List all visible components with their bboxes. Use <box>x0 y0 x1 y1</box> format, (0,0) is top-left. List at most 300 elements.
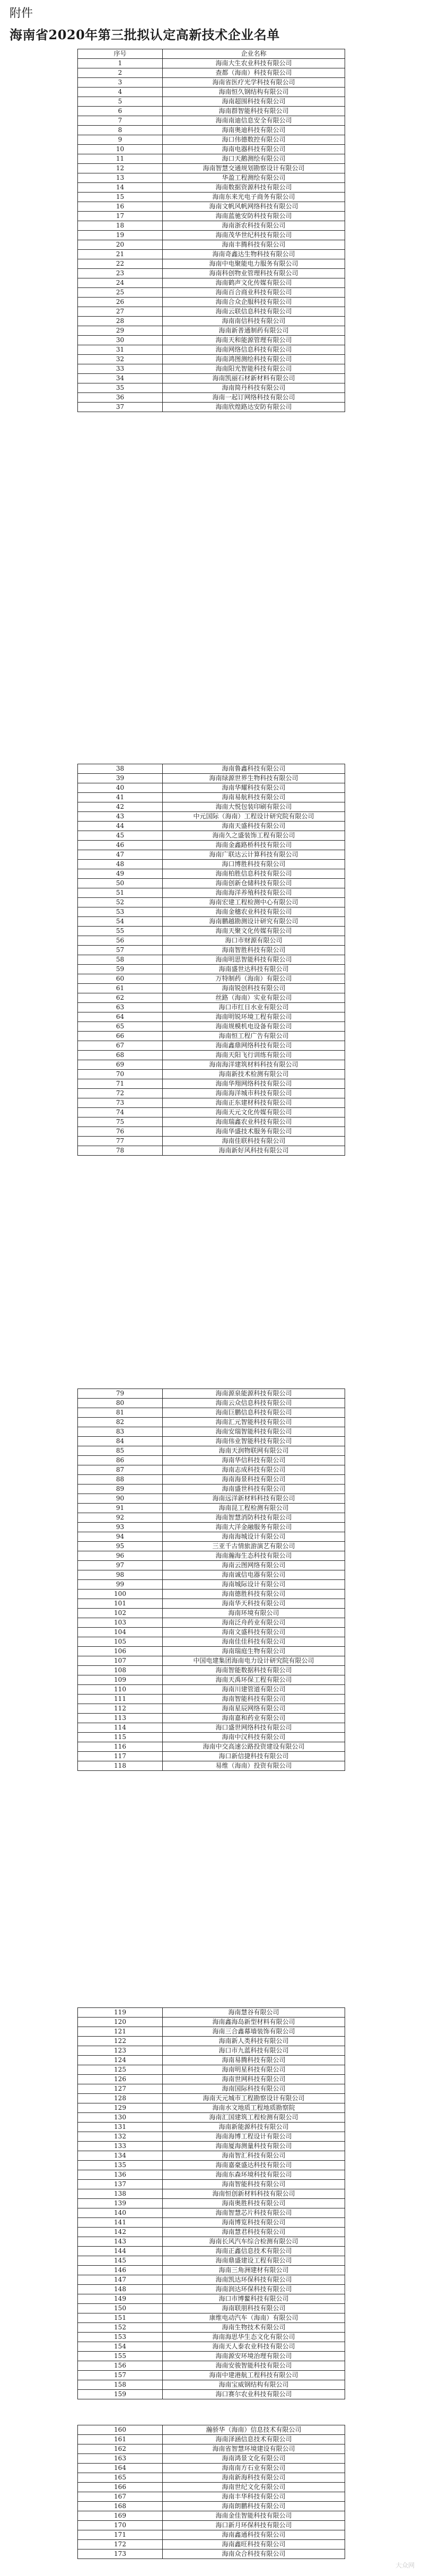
row-index: 149 <box>78 2294 163 2304</box>
company-name: 海南奇鑫达生物科技有限公司 <box>163 250 345 259</box>
table-row <box>78 2151 345 2161</box>
table-row <box>78 1137 345 1146</box>
table-row <box>78 1108 345 1117</box>
company-name: 瀚骄华（海南）信息技术有限公司 <box>163 2425 345 2435</box>
row-index: 127 <box>78 2084 163 2094</box>
row-index: 171 <box>78 2530 163 2540</box>
row-index: 167 <box>78 2492 163 2502</box>
company-name: 海南智慧芯片科技有限公司 <box>163 2208 345 2218</box>
table-row <box>78 135 345 145</box>
row-index: 93 <box>78 1523 163 1532</box>
company-name: 海口市博鳌科技有限公司 <box>163 2294 345 2304</box>
table-row <box>78 974 345 984</box>
row-index: 94 <box>78 1532 163 1542</box>
company-name: 海南易腾科技有限公司 <box>163 2056 345 2065</box>
table-row <box>78 116 345 126</box>
table-row <box>78 2208 345 2218</box>
company-name: 海南慧谷有限公司 <box>163 2008 345 2018</box>
row-index: 122 <box>78 2037 163 2046</box>
company-name: 海南凯丽石材新材料有限公司 <box>163 374 345 383</box>
table-row <box>78 1628 345 1637</box>
table-row <box>78 2549 345 2559</box>
table-row <box>78 1609 345 1618</box>
row-index: 11 <box>78 154 163 164</box>
row-index: 15 <box>78 193 163 202</box>
company-name: 海南三角洲建材有限公司 <box>163 2266 345 2275</box>
table-row <box>78 278 345 288</box>
row-index: 102 <box>78 1609 163 1618</box>
row-index: 109 <box>78 1675 163 1685</box>
table-row <box>78 822 345 831</box>
table-row <box>78 307 345 317</box>
table-row <box>78 355 345 364</box>
table-row <box>78 231 345 240</box>
company-name: 海南天润物联网有限公司 <box>163 1446 345 1456</box>
table-row <box>78 1060 345 1070</box>
table-row <box>78 2018 345 2027</box>
row-index: 143 <box>78 2237 163 2247</box>
table-row <box>78 2094 345 2103</box>
company-name: 海南城际设计有限公司 <box>163 1580 345 1590</box>
company-name: 海南中交高速公路投资建设有限公司 <box>163 1742 345 1752</box>
row-index: 51 <box>78 888 163 898</box>
company-name: 海南博览科技有限公司 <box>163 2218 345 2228</box>
company-name: 海南奥胜科技有限公司 <box>163 2199 345 2208</box>
row-index: 25 <box>78 288 163 298</box>
table-row <box>78 2180 345 2189</box>
company-name: 海南远洋新材料科技有限公司 <box>163 1494 345 1504</box>
company-name: 海南数据资源科技有限公司 <box>163 183 345 193</box>
row-index: 23 <box>78 269 163 278</box>
row-index: 172 <box>78 2540 163 2549</box>
company-name: 海南南方石业有限公司 <box>163 2464 345 2473</box>
company-name: 海南电器科技有限公司 <box>163 145 345 154</box>
company-name: 海南伟业智能科技有限公司 <box>163 1437 345 1446</box>
company-name: 海南茂华世纪科技有限公司 <box>163 231 345 240</box>
company-name: 海南瑞鑫农业科技有限公司 <box>163 1117 345 1127</box>
company-name: 海南世网科技有限公司 <box>163 2075 345 2084</box>
row-index: 135 <box>78 2161 163 2170</box>
row-index: 73 <box>78 1098 163 1108</box>
row-index: 34 <box>78 374 163 383</box>
company-name: 海南汇国建筑工程检测有限公司 <box>163 2113 345 2123</box>
table-row <box>78 2161 345 2170</box>
company-name: 海南文帆风帆网络科技有限公司 <box>163 202 345 212</box>
table-row <box>78 2123 345 2132</box>
row-index: 121 <box>78 2027 163 2037</box>
company-name: 海南广联达云计算科技有限公司 <box>163 850 345 860</box>
table-row <box>78 1494 345 1504</box>
company-name: 查都（海南）科技有限公司 <box>163 68 345 78</box>
table-row <box>78 2075 345 2084</box>
row-index: 139 <box>78 2199 163 2208</box>
company-name: 海南世纪文化有限公司 <box>163 2483 345 2492</box>
company-name: 海口博胜科技有限公司 <box>163 860 345 869</box>
company-name: 海南智汇科技有限公司 <box>163 2151 345 2161</box>
table-row <box>78 1590 345 1599</box>
table-row <box>78 831 345 841</box>
row-index: 10 <box>78 145 163 154</box>
row-index: 3 <box>78 78 163 88</box>
table-row <box>78 1399 345 1408</box>
company-name: 海南鹤声文化传媒有限公司 <box>163 278 345 288</box>
row-index: 79 <box>78 1389 163 1399</box>
company-name: 海南南信科技有限公司 <box>163 317 345 326</box>
table-row <box>78 2352 345 2361</box>
company-name: 海南超围科技有限公司 <box>163 97 345 107</box>
row-index: 115 <box>78 1733 163 1742</box>
table-row <box>78 2390 345 2399</box>
table-row <box>78 774 345 783</box>
row-index: 58 <box>78 955 163 965</box>
row-index: 60 <box>78 974 163 984</box>
row-index: 46 <box>78 841 163 850</box>
company-name: 海南盛世科技有限公司 <box>163 1485 345 1494</box>
row-index: 144 <box>78 2247 163 2256</box>
row-index: 61 <box>78 984 163 993</box>
table-row <box>78 1456 345 1465</box>
company-name: 海南恒创新材料科技有限公司 <box>163 2189 345 2199</box>
row-index: 50 <box>78 879 163 888</box>
row-index: 9 <box>78 135 163 145</box>
table-row <box>78 993 345 1003</box>
table-row <box>78 1647 345 1656</box>
row-index: 145 <box>78 2256 163 2266</box>
table-row <box>78 345 345 355</box>
table-row <box>78 946 345 955</box>
company-name: 海南新好风科技有限公司 <box>163 1146 345 1156</box>
table-row <box>78 2046 345 2056</box>
company-name: 海南新能源科技有限公司 <box>163 2123 345 2132</box>
company-name: 海南源泉能源科技有限公司 <box>163 1389 345 1399</box>
row-index: 74 <box>78 1108 163 1117</box>
company-name: 海南文盛科技有限公司 <box>163 1628 345 1637</box>
table-row <box>78 1761 345 1771</box>
company-name: 海南奥迪科技有限公司 <box>163 126 345 135</box>
row-index: 38 <box>78 764 163 774</box>
row-index: 137 <box>78 2180 163 2189</box>
table-row <box>78 1656 345 1666</box>
table-row <box>78 2425 345 2435</box>
row-index: 37 <box>78 403 163 412</box>
table-row <box>78 183 345 193</box>
company-table-section <box>77 2007 345 2399</box>
company-name: 海南慧君科技有限公司 <box>163 2228 345 2237</box>
company-name: 海南浙农科技有限公司 <box>163 221 345 231</box>
company-name: 海南鑫通科技有限公司 <box>163 2530 345 2540</box>
company-name: 海南海洋建筑材料科技有限公司 <box>163 1060 345 1070</box>
company-name: 海南一起订网络科技有限公司 <box>163 393 345 403</box>
company-name: 海南众合科技有限公司 <box>163 2549 345 2559</box>
table-row <box>78 2247 345 2256</box>
company-name: 海南金鑫路桥科技有限公司 <box>163 841 345 850</box>
table-row <box>78 1752 345 1761</box>
row-index: 162 <box>78 2444 163 2454</box>
company-name: 海南安瑞智能科技有限公司 <box>163 1427 345 1437</box>
row-index: 138 <box>78 2189 163 2199</box>
table-row <box>78 317 345 326</box>
table-row <box>78 2132 345 2142</box>
row-index: 84 <box>78 1437 163 1446</box>
company-name: 海南省医疗光学科技有限公司 <box>163 78 345 88</box>
table-row <box>78 336 345 345</box>
company-name: 海南海城设计有限公司 <box>163 1532 345 1542</box>
row-index: 35 <box>78 383 163 393</box>
table-row <box>78 2492 345 2502</box>
row-index: 12 <box>78 164 163 173</box>
company-name: 海南云联信息科技有限公司 <box>163 307 345 317</box>
company-name: 海南大生农业科技有限公司 <box>163 59 345 68</box>
row-index: 163 <box>78 2454 163 2464</box>
company-name: 海南海博工程设计有限公司 <box>163 2132 345 2142</box>
table-row <box>78 1742 345 1752</box>
table-row <box>78 2464 345 2473</box>
company-name: 海南联朋科技有限公司 <box>163 2304 345 2313</box>
company-name: 海南天阳飞行训练有限公司 <box>163 1051 345 1060</box>
header-index: 序号 <box>78 49 163 59</box>
company-name: 海南鑫旺科技有限公司 <box>163 2540 345 2549</box>
table-row <box>78 1003 345 1012</box>
table-row <box>78 802 345 812</box>
company-name: 海南华盛技术服务有限公司 <box>163 1127 345 1137</box>
company-name: 海南大悦包装印刷有限公司 <box>163 802 345 812</box>
company-name: 海南天元文化传媒有限公司 <box>163 1108 345 1117</box>
table-row <box>78 1427 345 1437</box>
row-index: 30 <box>78 336 163 345</box>
row-index: 169 <box>78 2511 163 2521</box>
company-name: 万特制药（海南）有限公司 <box>163 974 345 984</box>
company-name: 海南盛世达科技有限公司 <box>163 965 345 974</box>
company-name: 海南巨鹏信息科技有限公司 <box>163 1408 345 1418</box>
company-name: 海南丰华科技有限公司 <box>163 2492 345 2502</box>
row-index: 165 <box>78 2473 163 2483</box>
company-name: 海南鸿图测绘科技有限公司 <box>163 355 345 364</box>
row-index: 119 <box>78 2008 163 2018</box>
table-row <box>78 1523 345 1532</box>
company-name: 康维电动汽车（海南）有限公司 <box>163 2313 345 2323</box>
company-name: 海南智能数据科技有限公司 <box>163 1666 345 1675</box>
row-index: 33 <box>78 364 163 374</box>
table-row <box>78 2323 345 2333</box>
row-index: 71 <box>78 1079 163 1089</box>
company-name: 海南南迪信息安全有限公司 <box>163 116 345 126</box>
table-row <box>78 164 345 173</box>
table-row <box>78 1465 345 1475</box>
company-name: 海南天盛科技有限公司 <box>163 822 345 831</box>
company-name: 海南阳光智能科技有限公司 <box>163 364 345 374</box>
row-index: 40 <box>78 783 163 793</box>
row-index: 18 <box>78 221 163 231</box>
table-row <box>78 2380 345 2390</box>
company-name: 海南德胜科技有限公司 <box>163 1590 345 1599</box>
table-row <box>78 374 345 383</box>
row-index: 156 <box>78 2361 163 2371</box>
company-name: 海南东来光电子商务有限公司 <box>163 193 345 202</box>
row-index: 7 <box>78 116 163 126</box>
company-name: 海南智能科技有限公司 <box>163 2180 345 2189</box>
row-index: 142 <box>78 2228 163 2237</box>
row-index: 103 <box>78 1618 163 1628</box>
row-index: 70 <box>78 1070 163 1079</box>
row-index: 55 <box>78 927 163 936</box>
row-index: 97 <box>78 1561 163 1570</box>
company-name: 海南佳佳科技有限公司 <box>163 1637 345 1647</box>
company-name: 海南志成科技有限公司 <box>163 1465 345 1475</box>
table-row <box>78 927 345 936</box>
row-index: 124 <box>78 2056 163 2065</box>
company-name: 海南海洋养殖科技有限公司 <box>163 888 345 898</box>
company-name: 海南瀚海生态科技有限公司 <box>163 1551 345 1561</box>
table-row <box>78 1032 345 1041</box>
table-row <box>78 193 345 202</box>
row-index: 96 <box>78 1551 163 1561</box>
row-index: 20 <box>78 240 163 250</box>
row-index: 130 <box>78 2113 163 2123</box>
company-name: 海南东森环境科技有限公司 <box>163 2170 345 2180</box>
row-index: 28 <box>78 317 163 326</box>
table-row <box>78 1666 345 1675</box>
row-index: 114 <box>78 1723 163 1733</box>
company-name: 海南智能科技有限公司 <box>163 1695 345 1704</box>
row-index: 146 <box>78 2266 163 2275</box>
table-row <box>78 1475 345 1485</box>
company-name: 海南川建管道有限公司 <box>163 1685 345 1695</box>
company-name: 海口赛尔农业科技有限公司 <box>163 2390 345 2399</box>
table-row <box>78 1561 345 1570</box>
table-row <box>78 1012 345 1022</box>
table-row <box>78 1437 345 1446</box>
row-index: 134 <box>78 2151 163 2161</box>
row-index: 6 <box>78 107 163 116</box>
table-row <box>78 1022 345 1032</box>
row-index: 133 <box>78 2142 163 2151</box>
table-row <box>78 1079 345 1089</box>
row-index: 129 <box>78 2103 163 2113</box>
row-index: 68 <box>78 1051 163 1060</box>
company-table-section <box>77 1389 345 1771</box>
row-index: 92 <box>78 1513 163 1523</box>
company-name: 海口市财源有限公司 <box>163 936 345 946</box>
table-row <box>78 965 345 974</box>
company-name: 海南新普通制药有限公司 <box>163 326 345 336</box>
table-row <box>78 2170 345 2180</box>
company-name: 海南厦海测量科技有限公司 <box>163 2142 345 2151</box>
table-row <box>78 2199 345 2208</box>
table-row <box>78 269 345 278</box>
company-name: 中元国际（海南）工程设计研究院有限公司 <box>163 812 345 822</box>
row-index: 27 <box>78 307 163 317</box>
row-index: 140 <box>78 2208 163 2218</box>
row-index: 64 <box>78 1012 163 1022</box>
company-name: 三亚千古情旅游演艺有限公司 <box>163 1542 345 1551</box>
company-name: 海南智慧交通规划勘察设计有限公司 <box>163 164 345 173</box>
company-name: 海南环境有限公司 <box>163 1609 345 1618</box>
company-name: 海南华信科技有限公司 <box>163 1456 345 1465</box>
company-name: 海南金穗农业科技有限公司 <box>163 907 345 917</box>
row-index: 81 <box>78 1408 163 1418</box>
table-row <box>78 212 345 221</box>
company-name: 海南海思华生态文化有限公司 <box>163 2333 345 2342</box>
table-row <box>78 936 345 946</box>
company-name: 海南云图网络有限公司 <box>163 1561 345 1570</box>
table-row <box>78 2473 345 2483</box>
table-row <box>78 1599 345 1609</box>
table-row <box>78 1146 345 1156</box>
company-name: 海南润达环保科技有限公司 <box>163 2285 345 2294</box>
row-index: 49 <box>78 869 163 879</box>
table-row <box>78 2285 345 2294</box>
table-row <box>78 1580 345 1590</box>
row-index: 4 <box>78 88 163 97</box>
table-row <box>78 221 345 231</box>
table-row <box>78 2313 345 2323</box>
table-row <box>78 2237 345 2247</box>
row-index: 120 <box>78 2018 163 2027</box>
table-row <box>78 850 345 860</box>
row-index: 107 <box>78 1656 163 1666</box>
table-row <box>78 78 345 88</box>
table-row <box>78 907 345 917</box>
table-row <box>78 59 345 68</box>
company-name: 海南简丹科技有限公司 <box>163 383 345 393</box>
row-index: 69 <box>78 1060 163 1070</box>
company-name: 海南中汉科技有限公司 <box>163 1733 345 1742</box>
table-row <box>78 1675 345 1685</box>
table-row <box>78 1542 345 1551</box>
company-name: 海南安骏智能科技有限公司 <box>163 2361 345 2371</box>
table-row <box>78 869 345 879</box>
row-index: 65 <box>78 1022 163 1032</box>
row-index: 43 <box>78 812 163 822</box>
company-name: 海南汇元智能科技有限公司 <box>163 1418 345 1427</box>
row-index: 95 <box>78 1542 163 1551</box>
table-row <box>78 1551 345 1561</box>
table-row <box>78 1504 345 1513</box>
table-row <box>78 97 345 107</box>
row-index: 132 <box>78 2132 163 2142</box>
company-name: 海南华翔网络科技有限公司 <box>163 1079 345 1089</box>
company-name: 海南源安环境治理有限公司 <box>163 2352 345 2361</box>
table-row <box>78 2103 345 2113</box>
row-index: 125 <box>78 2065 163 2075</box>
row-index: 82 <box>78 1418 163 1427</box>
company-table-section <box>77 49 345 412</box>
company-name: 海口市九蓝科技有限公司 <box>163 2046 345 2056</box>
company-name: 海南明思智能科技有限公司 <box>163 955 345 965</box>
row-index: 160 <box>78 2425 163 2435</box>
table-row <box>78 1637 345 1647</box>
table-row <box>78 879 345 888</box>
table-row <box>78 2266 345 2275</box>
row-index: 166 <box>78 2483 163 2492</box>
table-row <box>78 1418 345 1427</box>
table-row <box>78 2444 345 2454</box>
table-row <box>78 764 345 774</box>
company-table-section <box>77 2425 345 2559</box>
company-name: 中国电建集团海南电力设计研究院有限公司 <box>163 1656 345 1666</box>
row-index: 85 <box>78 1446 163 1456</box>
company-name: 海南大洋金融服务有限公司 <box>163 1523 345 1532</box>
company-name: 海南华耀科技有限公司 <box>163 783 345 793</box>
company-name: 海南宏建工程检测中心有限公司 <box>163 898 345 907</box>
company-name: 海南新人类科技有限公司 <box>163 2037 345 2046</box>
table-row <box>78 1051 345 1060</box>
company-name: 海南恒久钢结构有限公司 <box>163 88 345 97</box>
row-index: 14 <box>78 183 163 193</box>
table-row <box>78 2037 345 2046</box>
row-index: 118 <box>78 1761 163 1771</box>
table-row <box>78 2342 345 2352</box>
